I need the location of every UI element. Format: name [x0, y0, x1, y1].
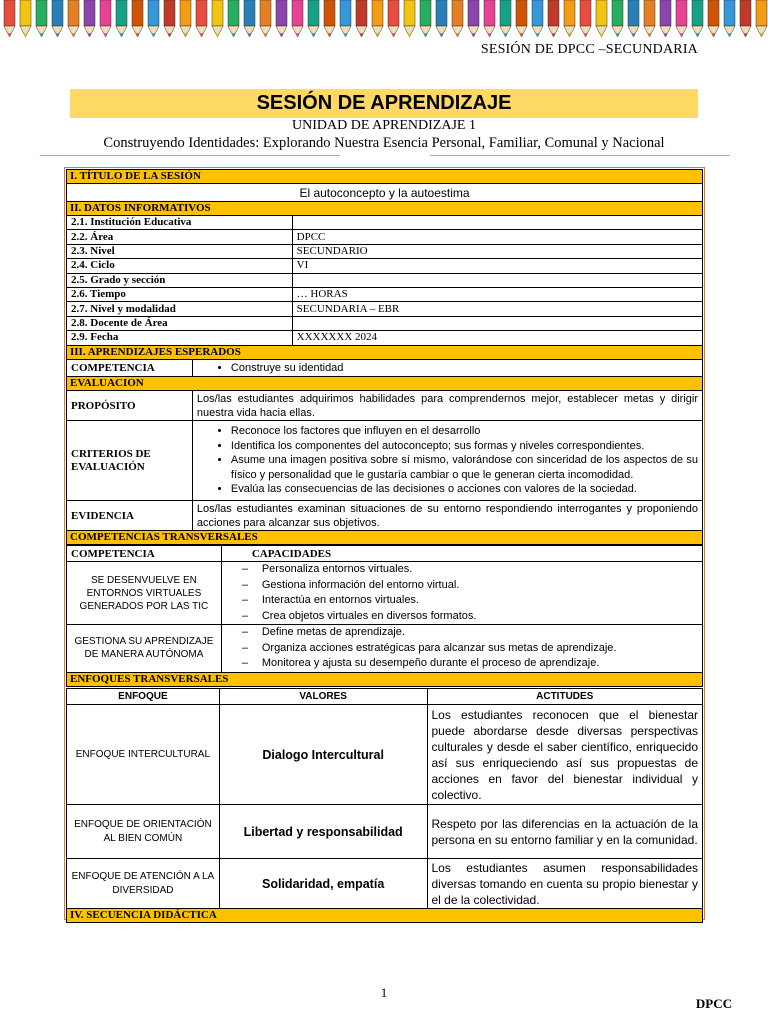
capacidad-item: – Organiza acciones estratégicas para alcanzar sus metas de aprendizaje.	[262, 641, 698, 657]
section-heading: EVALUACION	[67, 377, 703, 391]
col-actitudes: ACTITUDES	[427, 689, 703, 705]
datos-table	[66, 169, 703, 360]
datos-value: SECUNDARIA – EBR	[292, 302, 702, 316]
capacidad-item: – Gestiona información del entorno virtual.	[262, 578, 698, 594]
evaluacion-table	[66, 359, 703, 545]
datos-label: 2.7. Nivel y modalidad	[67, 302, 293, 316]
transversal-row	[67, 562, 703, 625]
enfoque-valor: Dialogo Intercultural	[219, 705, 427, 805]
datos-value	[292, 316, 702, 330]
divider-left	[40, 155, 340, 156]
section-heading: IV. SECUENCIA DIDÁCTICA	[67, 909, 703, 923]
unit-subtitle: Construyendo Identidades: Explorando Nuestra Esencia Personal, Familiar, Comunal y Nacional	[103, 135, 665, 151]
criterios-list	[197, 424, 698, 497]
enfoque-actitud: Los estudiantes reconocen que el bienestar puede abordarse desde diversas perspectivas culturales y desde el saber científico, enriquecido así sus enriqueciendo así sus propuestas de acciones en favor del bienestar individual y colectivo.	[427, 705, 703, 805]
datos-label: 2.3. Nivel	[67, 244, 293, 258]
datos-row	[67, 302, 703, 316]
enfoque-actitud: Los estudiantes asumen responsabilidades diversas tomando en cuenta su propio bienestar y el de la colectividad.	[427, 859, 703, 909]
enfoque-name: ENFOQUE DE ATENCIÓN A LA DIVERSIDAD	[67, 859, 220, 909]
capacidad-item: – Monitorea y ajusta su desempeño durante el proceso de aprendizaje.	[262, 656, 698, 672]
datos-row	[67, 216, 703, 230]
datos-value: VI	[292, 259, 702, 273]
enfoque-valor: Solidaridad, empatía	[219, 859, 427, 909]
datos-value	[292, 273, 702, 287]
enfoque-row	[67, 705, 703, 805]
datos-label: 2.6. Tiempo	[67, 287, 293, 301]
section-heading: I. TÍTULO DE LA SESIÓN	[67, 170, 703, 184]
datos-label: 2.9. Fecha	[67, 331, 293, 345]
datos-row	[67, 287, 703, 301]
criterio-item: • Identifica los componentes del autoconcepto; sus formas y niveles correspondientes.	[231, 439, 698, 454]
datos-row	[67, 230, 703, 244]
section-heading: COMPETENCIAS TRANSVERSALES	[67, 531, 703, 545]
page-title: SESIÓN DE APRENDIZAJE	[70, 89, 698, 118]
capacidad-item: – Personaliza entornos virtuales.	[262, 562, 698, 578]
enfoque-name: ENFOQUE INTERCULTURAL	[67, 705, 220, 805]
competencia-name: SE DESENVUELVE EN ENTORNOS VIRTUALES GENERADOS POR LAS TIC	[67, 562, 222, 625]
datos-row	[67, 259, 703, 273]
enfoque-name: ENFOQUE DE ORIENTACIÓN AL BIEN COMÚN	[67, 805, 220, 859]
datos-value: DPCC	[292, 230, 702, 244]
datos-row	[67, 273, 703, 287]
transversal-row	[67, 625, 703, 673]
footer-label: DPCC	[695, 996, 732, 1011]
proposito-value: Los/las estudiantes adquirimos habilidades para comprendernos mejor, establecer metas y dirigir nuestra vida hacia ellas.	[192, 391, 702, 421]
enfoque-row	[67, 805, 703, 859]
session-title: El autoconcepto y la autoestima	[67, 184, 703, 202]
datos-label: 2.1. Institución Educativa	[67, 216, 293, 230]
page-number: 1	[380, 985, 388, 1000]
criterio-item: • Asume una imagen positiva sobre sí mismo, valorándose con sinceridad de los aspectos de su físico y personalidad que le gustaría cambiar o que le generan cierta incomodidad.	[231, 453, 698, 482]
col-competencia: COMPETENCIA	[67, 546, 222, 562]
capacidades-list	[226, 625, 698, 672]
col-valores: VALORES	[219, 689, 427, 705]
unit-line: UNIDAD DE APRENDIZAJE 1	[292, 118, 476, 133]
pencil-border-decoration	[0, 0, 768, 40]
transversales-table	[66, 545, 703, 687]
section-heading: ENFOQUES TRANSVERSALES	[67, 672, 703, 686]
datos-label: 2.4. Ciclo	[67, 259, 293, 273]
datos-row	[67, 244, 703, 258]
capacidad-item: – Define metas de aprendizaje.	[262, 625, 698, 641]
section-heading: II. DATOS INFORMATIVOS	[67, 202, 703, 216]
datos-label: 2.5. Grado y sección	[67, 273, 293, 287]
evidencia-label: EVIDENCIA	[67, 501, 193, 531]
capacidad-item: – Interactúa en entornos virtuales.	[262, 593, 698, 609]
capacidad-item: – Crea objetos virtuales en diversos formatos.	[262, 609, 698, 625]
datos-value: XXXXXXX 2024	[292, 331, 702, 345]
criterio-item: • Reconoce los factores que influyen en el desarrollo	[231, 424, 698, 439]
competencia-name: GESTIONA SU APRENDIZAJE DE MANERA AUTÓNOMA	[67, 625, 222, 673]
enfoques-table	[66, 688, 703, 923]
enfoque-actitud: Respeto por las diferencias en la actuación de la persona en su entorno familiar y en la comunidad.	[427, 805, 703, 859]
competencia-value: • Construye su identidad	[231, 362, 698, 374]
enfoque-valor: Libertad y responsabilidad	[219, 805, 427, 859]
col-capacidades: CAPACIDADES	[221, 546, 702, 562]
datos-row	[67, 331, 703, 345]
capacidades-list	[226, 562, 698, 624]
enfoque-row	[67, 859, 703, 909]
datos-label: 2.8. Docente de Área	[67, 316, 293, 330]
evidencia-value: Los/las estudiantes examinan situaciones de su entorno respondiendo interrogantes y proponiendo acciones para alcanzar sus objetivos.	[192, 501, 702, 531]
criterios-label: CRITERIOS DE EVALUACIÓN	[67, 421, 193, 501]
competencia-label: COMPETENCIA	[67, 360, 193, 377]
datos-label: 2.2. Área	[67, 230, 293, 244]
datos-value: … HORAS	[292, 287, 702, 301]
criterio-item: • Evalúa las consecuencias de las decisiones o acciones con valores de la sociedad.	[231, 482, 698, 497]
section-heading: III. APRENDIZAJES ESPERADOS	[67, 345, 703, 359]
datos-value	[292, 216, 702, 230]
datos-value: SECUNDARIO	[292, 244, 702, 258]
col-enfoque: ENFOQUE	[67, 689, 220, 705]
header-label: SESIÓN DE DPCC –SECUNDARIA	[480, 42, 698, 57]
divider-right	[430, 155, 730, 156]
datos-row	[67, 316, 703, 330]
proposito-label: PROPÓSITO	[67, 391, 193, 421]
